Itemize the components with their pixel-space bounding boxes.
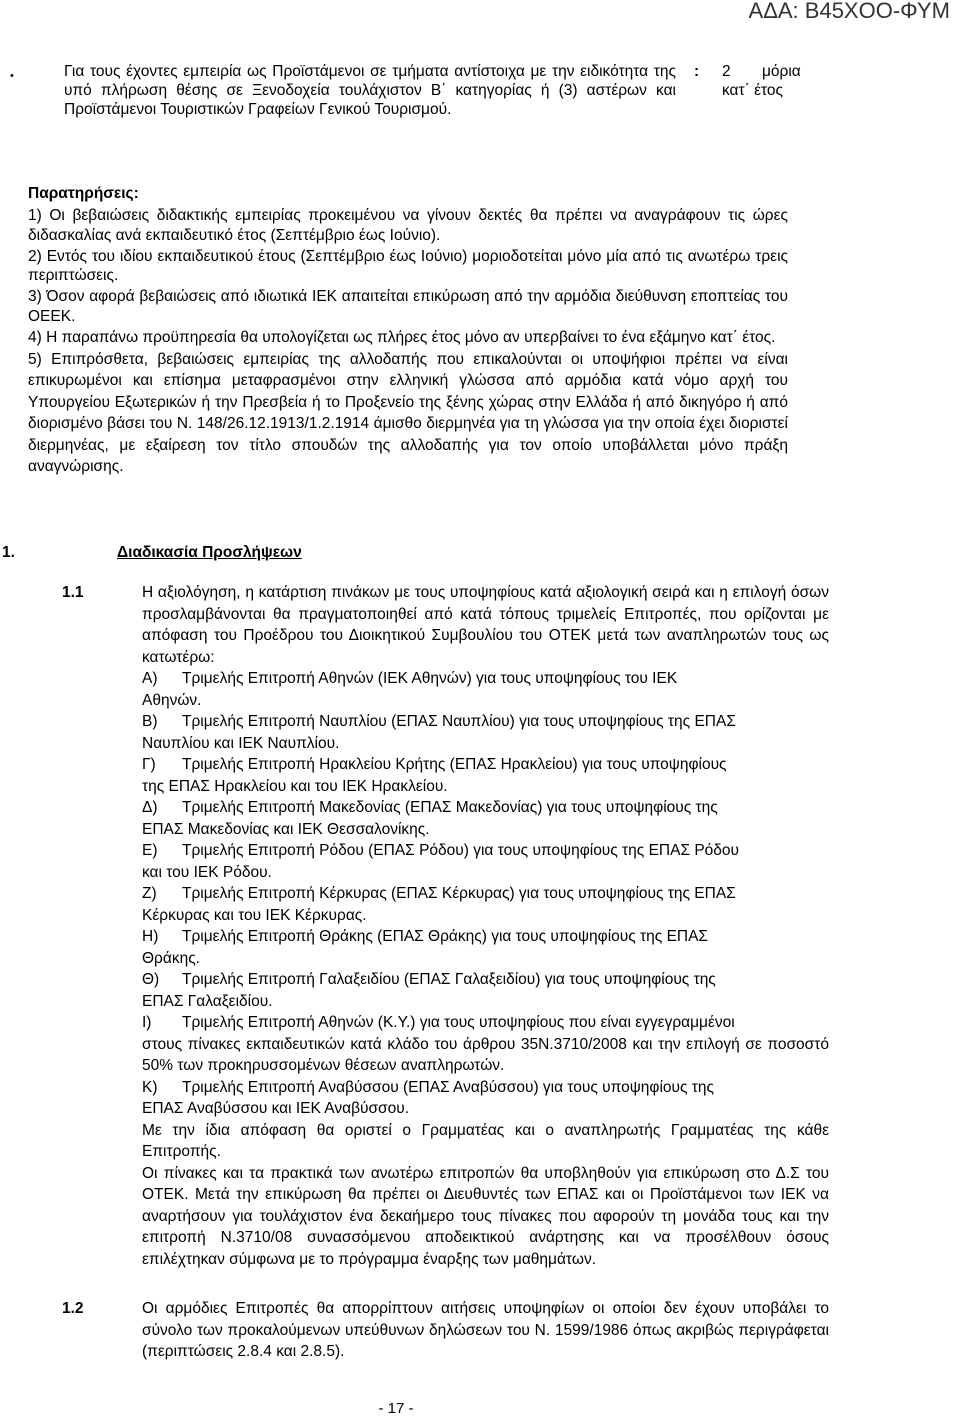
score-number: 2: [722, 63, 731, 80]
secretary-paragraph: Με την ίδια απόφαση θα οριστεί ο Γραμματέας και ο αναπληρωτής Γραμματέας της κάθε Επιτροπής.: [142, 1121, 829, 1160]
tables-paragraph: Οι πίνακες και τα πρακτικά των ανωτέρω επιτροπών θα υποβληθούν για επικύρωση στο Δ.Σ του ΟΤΕΚ. Μετά την επικύρωση θα πρέπει οι Διευθυντές των ΕΠΑΣ και οι Προϊστάμενοι των ΙΕΚ να αναρτήσουν για τουλάχιστον ένα δεκαήμερο τους πίνακες που αφορούν τη μονάδα τους και την επιτροπή Ν.3710/08 συνασσόμενου αποδεικτικού ανάρτησης και να προσέλθουν όσους επιλέχτηκαν σύμφωνα με το πρόγραμμα έναρξης των μαθημάτων.: [142, 1164, 829, 1268]
score-period: κατ΄ έτος: [722, 82, 784, 99]
committee-line: Τριμελής Επιτροπή Κέρκυρας (ΕΠΑΣ Κέρκυρας) για τους υποψηφίους της ΕΠΑΣ: [182, 885, 736, 902]
committee-item: [142, 840, 829, 862]
committee-line: Τριμελής Επιτροπή Ρόδου (ΕΠΑΣ Ρόδου) για τους υποψηφίους της ΕΠΑΣ Ρόδου: [182, 842, 740, 859]
committee-continuation: της ΕΠΑΣ Ηρακλείου και του ΙΕΚ Ηρακλείου.: [142, 777, 448, 795]
committee-label: Θ): [142, 971, 160, 988]
committee-text: [182, 668, 829, 690]
bullet-colon: :: [694, 63, 700, 80]
committee-continuation: και του ΙΕΚ Ρόδου.: [142, 863, 272, 881]
committee-line: Τριμελής Επιτροπή Αναβύσσου (ΕΠΑΣ Αναβύσσου) για τους υποψηφίους της: [182, 1078, 714, 1096]
subsection-number: 1.2: [62, 1300, 84, 1317]
document-code: ΑΔΑ: Β45ΧΟΟ-ΦΥΜ: [748, 0, 950, 23]
committee-item: [142, 711, 829, 733]
committee-label: Ι): [142, 1014, 152, 1031]
committee-label: Ζ): [142, 885, 157, 902]
committee-label: Δ): [142, 799, 158, 816]
committee-label: Γ): [142, 756, 156, 773]
remarks-title: Παρατηρήσεις:: [28, 185, 139, 202]
subsection-number: 1.1: [62, 584, 84, 601]
committee-item: [142, 754, 829, 776]
committee-label: Η): [142, 928, 159, 945]
committee-continuation: στους πίνακες εκπαιδευτικών κατά κλάδο του άρθρου 35Ν.3710/2008 και την επιλογή σε ποσοστό 50% των προκηρυσσομένων θέσεων αναπληρωτών.: [142, 1035, 829, 1074]
committee-item: [142, 1012, 829, 1034]
committee-label: Ε): [142, 842, 158, 859]
committee-label: Κ): [142, 1078, 158, 1096]
committee-label: Β): [142, 713, 158, 730]
committee-continuation: ΕΠΑΣ Γαλαξειδίου.: [142, 992, 273, 1010]
committee-item: [142, 668, 829, 690]
subsection-intro: Η αξιολόγηση, η κατάρτιση πινάκων με τους υποψηφίους κατά αξιολογική σειρά και η επιλογή όσων προσλαμβάνονται θα πραγματοποιηθεί από κατά τόπους τριμελείς Επιτροπές, που ορίζονται με απόφαση του Προέδρου του Διοικητικού Συμβουλίου του ΟΤΕΚ μετά των αναπληρωτών τους ως κατωτέρω:: [142, 584, 829, 666]
subsection-1-1: [142, 582, 829, 1270]
committee-continuation: Αθηνών.: [142, 691, 202, 709]
section-title: Διαδικασία Προσλήψεων: [117, 544, 302, 561]
bullet-score: [722, 62, 832, 100]
committee-continuation: Θράκης.: [142, 949, 200, 967]
committee-line: Τριμελής Επιτροπή Αθηνών (ΙΕΚ Αθηνών) για τους υποψηφίους του ΙΕΚ: [182, 670, 678, 687]
committee-continuation: Ναυπλίου και ΙΕΚ Ναυπλίου.: [142, 734, 340, 752]
section-number: 1.: [2, 544, 15, 561]
bullet-criterion-text: Για τους έχοντες εμπειρία ως Προϊστάμενοι σε τμήματα αντίστοιχα με την ειδικότητα της υπό πλήρωση θέσης σε Ξενοδοχεία τουλάχιστον Β΄ κατηγορίας ή (3) αστέρων και Προϊστάμενοι Τουριστικών Γραφείων Γενικού Τουρισμού.: [64, 63, 676, 118]
committee-line: Τριμελής Επιτροπή Θράκης (ΕΠΑΣ Θράκης) για τους υποψηφίους της ΕΠΑΣ: [182, 928, 709, 945]
committee-line: Τριμελής Επιτροπή Μακεδονίας (ΕΠΑΣ Μακεδονίας) για τους υποψηφίους της: [182, 799, 718, 816]
committee-label: Α): [142, 670, 158, 687]
subsection-1-2: Οι αρμόδιες Επιτροπές θα απορρίπτουν αιτήσεις υποψηφίων οι οποίοι δεν έχουν υποβάλει το σύνολο των προκαλούμενων υπεύθυνων δηλώσεων του Ν. 1599/1986 όπως ακριβώς περιγράφεται (περιπτώσεις 2.8.4 και 2.8.5).: [142, 1300, 829, 1360]
committee-continuation: ΕΠΑΣ Αναβύσσου και ΙΕΚ Αναβύσσου.: [142, 1100, 410, 1117]
score-unit: μόρια: [762, 63, 801, 80]
committee-item: [142, 797, 829, 819]
committee-continuation: Κέρκυρας και του ΙΕΚ Κέρκυρας.: [142, 906, 367, 924]
committee-continuation: ΕΠΑΣ Μακεδονίας και ΙΕΚ Θεσσαλονίκης.: [142, 820, 430, 838]
committee-line: Τριμελής Επιτροπή Ναυπλίου (ΕΠΑΣ Ναυπλίου) για τους υποψηφίους της ΕΠΑΣ: [182, 713, 736, 730]
committee-item: [142, 883, 829, 905]
committee-line: Τριμελής Επιτροπή Ηρακλείου Κρήτης (ΕΠΑΣ Ηρακλείου) για τους υποψηφίους: [182, 756, 727, 773]
committee-line: Τριμελής Επιτροπή Γαλαξειδίου (ΕΠΑΣ Γαλαξειδίου) για τους υποψηφίους της: [182, 971, 716, 988]
committee-item: [142, 969, 829, 991]
page-number: - 17 -: [378, 1400, 414, 1417]
committee-item: [142, 1077, 829, 1099]
remark-item: 1) Οι βεβαιώσεις διδακτικής εμπειρίας προκειμένου να γίνουν δεκτές θα πρέπει να αναγράφουν τις ώρες διδασκαλίας ανά εκπαιδευτικό έτος (Σεπτέμβριο έως Ιούνιο).: [28, 207, 788, 244]
remark-item: 4) Η παραπάνω προϋπηρεσία θα υπολογίζεται ως πλήρες έτος μόνο αν υπερβαίνει το ένα εξάμηνο κατ΄ έτος.: [28, 328, 776, 346]
remarks-block: [28, 183, 788, 478]
remark-item: 3) Όσον αφορά βεβαιώσεις από ιδιωτικά ΙΕΚ απαιτείται επικύρωση από την αρμόδια διεύθυνση εποπτείας του ΟΕΕΚ.: [28, 288, 788, 325]
remark-item: 5) Επιπρόσθετα, βεβαιώσεις εμπειρίας της αλλοδαπής που επικαλούνται οι υποψήφιοι πρέπει να είναι επικυρωμένοι και επίσημα μεταφρασμένοι στην ελληνική γλώσσα από αρμόδια κατά νόμο αρχή του Υπουργείου Εξωτερικών ή την Πρεσβεία ή το Προξενείο της ξένης χώρας στην Ελλάδα ή από δικηγόρο ή από διορισμένο βάσει του Ν. 148/26.12.1913/1.2.1914 άμισθο διερμηνέα για τη γλώσσα για την οποία έχει διοριστεί διερμηνέας, με εξαίρεση τον τίτλο σπουδών της αλλοδαπής για τον οποίο υποβάλλεται μόνο πράξη αναγνώρισης.: [28, 350, 788, 475]
bullet-icon: •: [10, 70, 14, 82]
remark-item: 2) Εντός του ιδίου εκπαιδευτικού έτους (Σεπτέμβριο έως Ιούνιο) μοριοδοτείται μόνο μία από τις ανωτέρω τρεις περιπτώσεις.: [28, 247, 788, 284]
committee-line: Τριμελής Επιτροπή Αθηνών (Κ.Υ.) για τους υποψηφίους που είναι εγγεγραμμένοι: [182, 1014, 735, 1031]
committee-item: [142, 926, 829, 948]
